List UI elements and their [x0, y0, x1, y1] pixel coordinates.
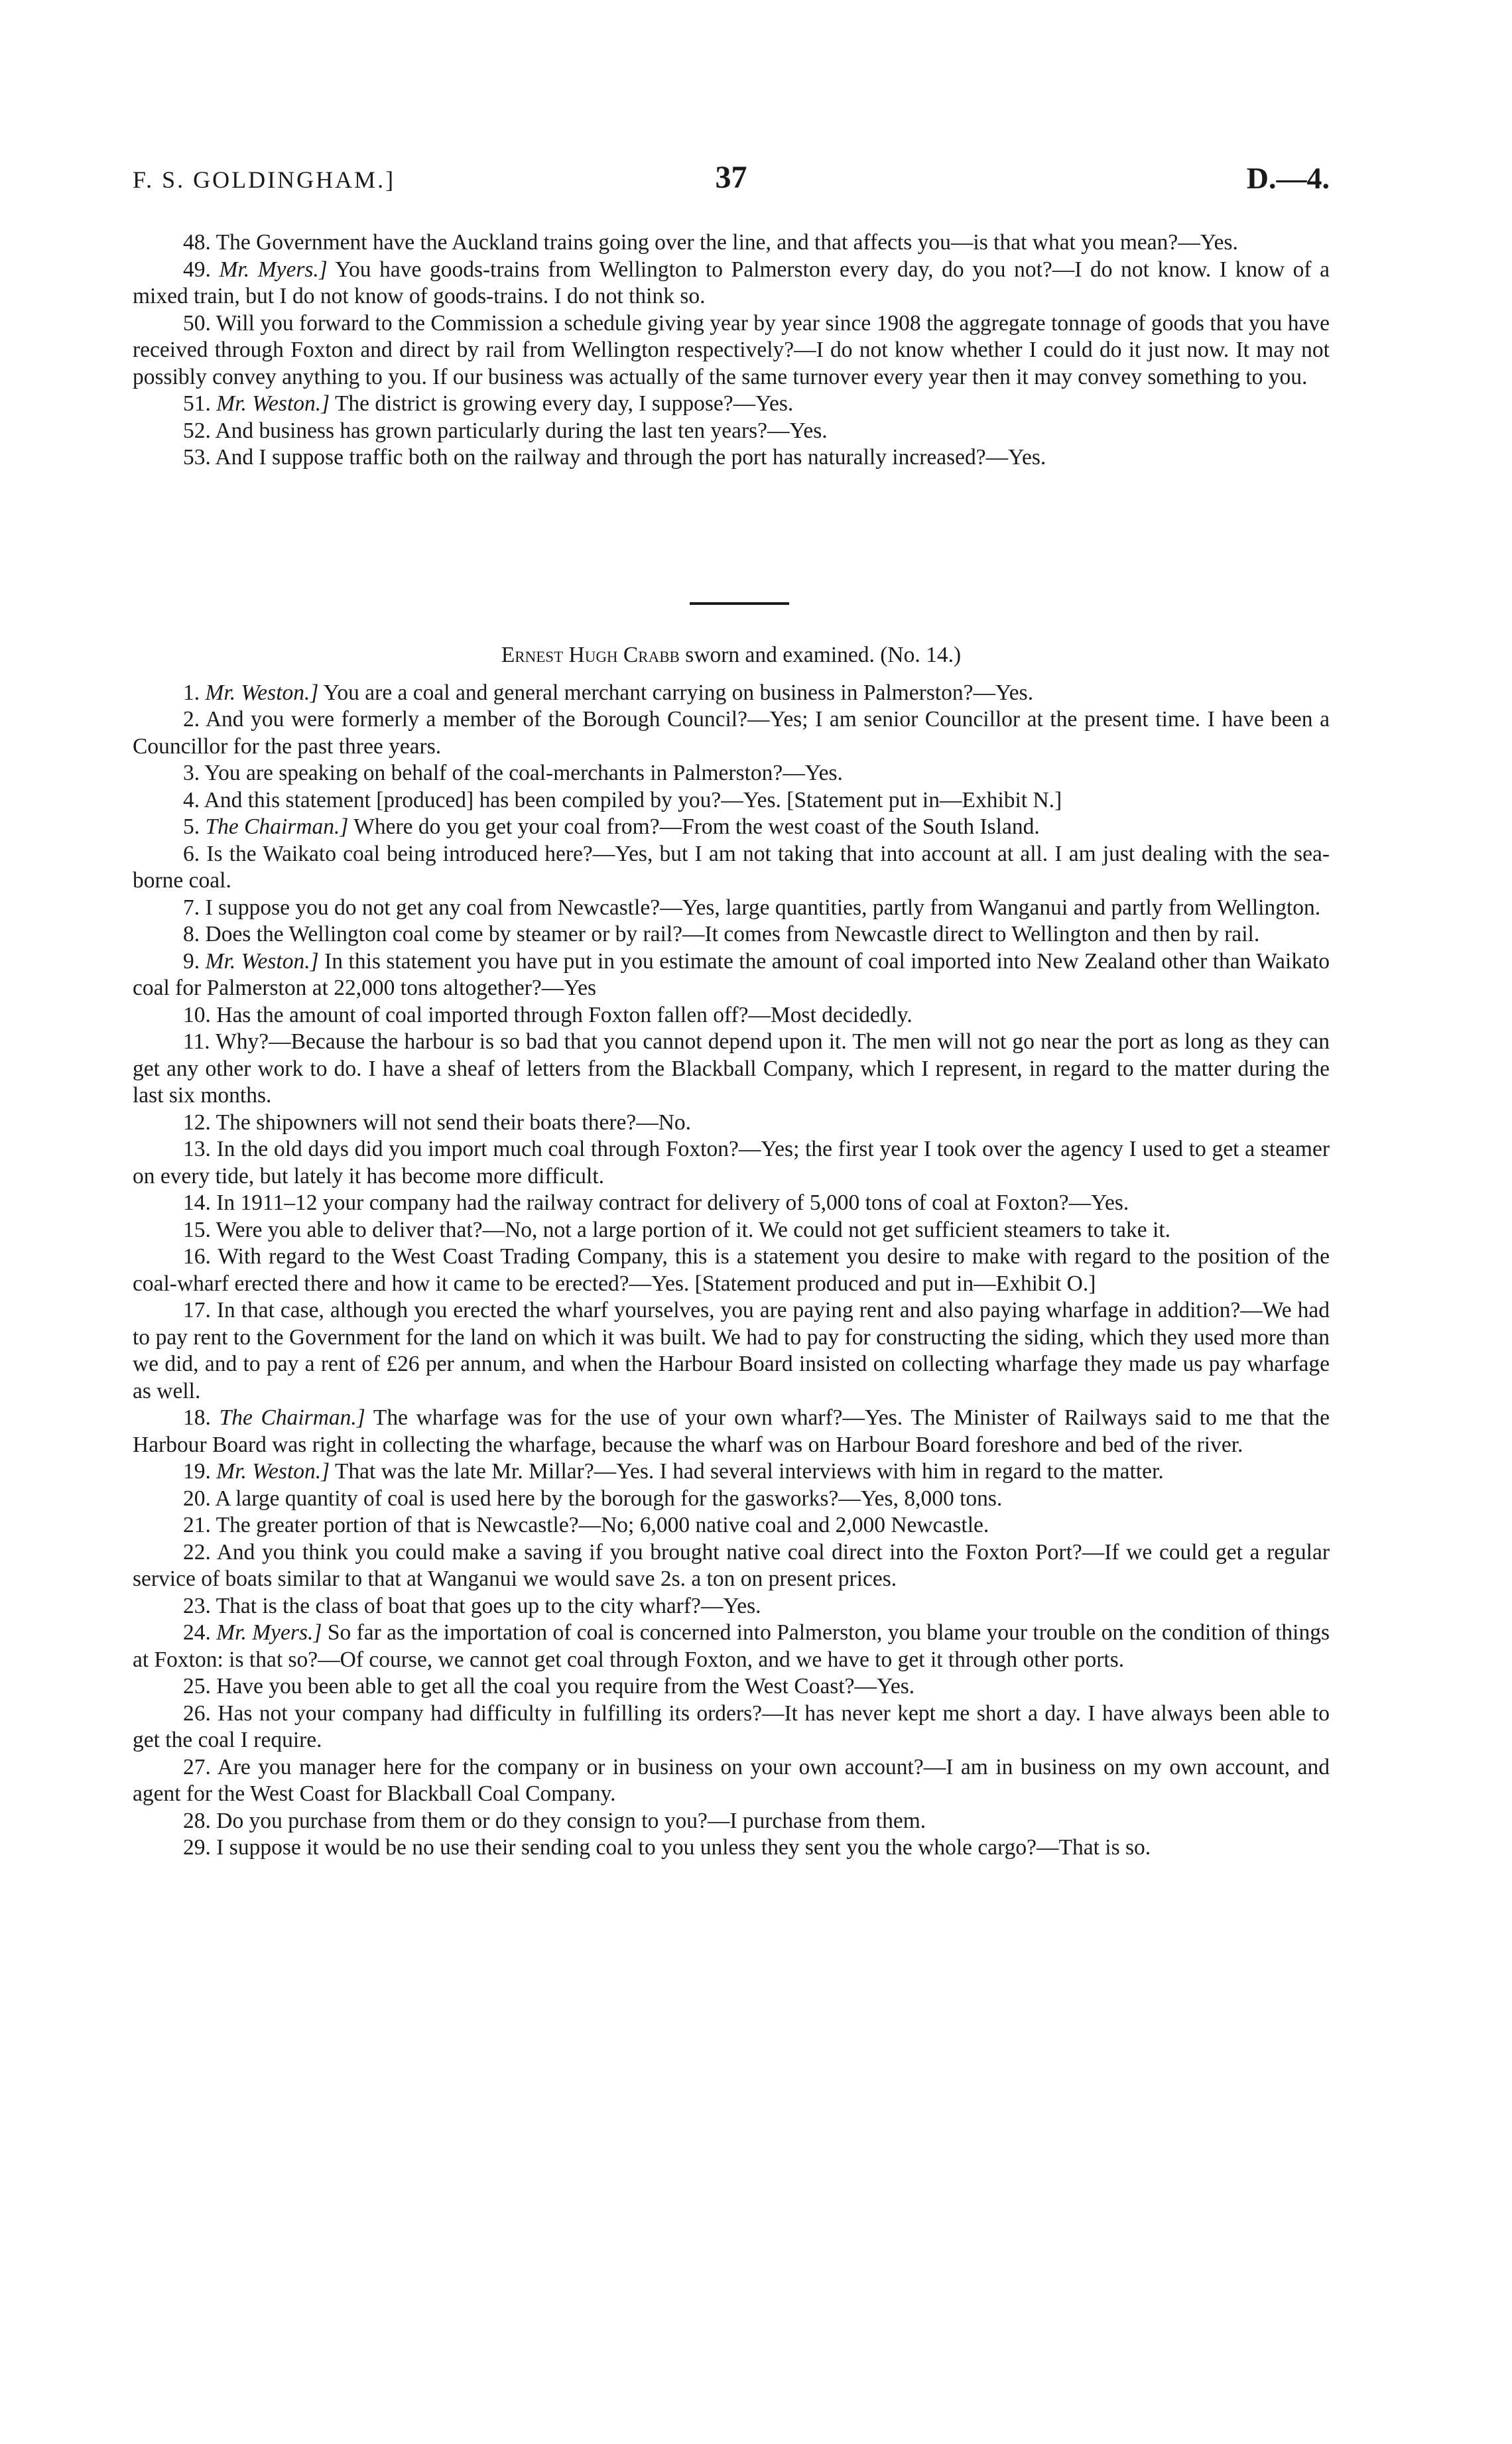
- question-number: 14.: [183, 1190, 211, 1215]
- question-text: Has the amount of coal imported through Foxton fallen off?—Most decidedly.: [216, 1002, 913, 1027]
- question-number: 27.: [183, 1754, 211, 1779]
- question-number: 50.: [183, 310, 211, 336]
- witness-heading-rest: sworn and examined. (No. 14.): [685, 643, 962, 667]
- question-number: 15.: [183, 1217, 211, 1242]
- question-text: I suppose it would be no use their sending coal to you unless they sent you the whole cargo?—That is so.: [216, 1835, 1151, 1860]
- question-number: 2.: [183, 707, 200, 732]
- page-number: 37: [715, 160, 747, 195]
- question-text: So far as the importation of coal is concerned into Palmerston, you blame your trouble on the condition of things at Foxton: is that so?—Of course, we cannot get coal through Foxton, and we have to get it through other ports.: [133, 1620, 1330, 1672]
- question-paragraph: [133, 787, 1330, 814]
- question-text: Do you purchase from them or do they consign to you?—I purchase from them.: [216, 1808, 926, 1833]
- question-text: A large quantity of coal is used here by the borough for the gasworks?—Yes, 8,000 tons.: [215, 1486, 1003, 1511]
- speaker-label: Mr. Myers.]: [216, 1620, 322, 1645]
- question-number: 4.: [183, 787, 200, 812]
- question-number: 16.: [183, 1244, 211, 1269]
- question-paragraph: [133, 1190, 1330, 1217]
- question-paragraph: [133, 391, 1330, 418]
- question-paragraph: [133, 921, 1330, 948]
- question-paragraph: [133, 1486, 1330, 1513]
- question-paragraph: [133, 1808, 1330, 1835]
- question-text: Where do you get your coal from?—From the west coast of the South Island.: [353, 814, 1040, 839]
- question-number: 53.: [183, 445, 211, 470]
- question-number: 10.: [183, 1002, 211, 1027]
- question-paragraph: [133, 1512, 1330, 1539]
- question-paragraph: [133, 310, 1330, 391]
- question-number: 28.: [183, 1808, 211, 1833]
- question-number: 48.: [183, 230, 211, 255]
- document-reference: D.—4.: [1246, 161, 1330, 195]
- speaker-label: Mr. Weston.]: [216, 391, 330, 416]
- section-divider: [690, 602, 789, 605]
- question-paragraph: [133, 680, 1330, 707]
- question-text: You are a coal and general merchant carrying on business in Palmerston?—Yes.: [323, 680, 1034, 705]
- question-text: That is the class of boat that goes up to the city wharf?—Yes.: [216, 1593, 761, 1618]
- question-text: In this statement you have put in you estimate the amount of coal imported into New Zealand other than Waikato coal for Palmerston at 22,000 tons altogether?—Yes: [133, 948, 1330, 1000]
- question-number: 11.: [183, 1029, 210, 1054]
- question-paragraph: [133, 1701, 1330, 1754]
- question-text: Have you been able to get all the coal you require from the West Coast?—Yes.: [216, 1674, 915, 1699]
- witness-name: Ernest Hugh Crabb: [501, 643, 680, 667]
- speaker-label: Mr. Weston.]: [205, 680, 319, 705]
- question-number: 3.: [183, 761, 200, 785]
- question-text: The greater portion of that is Newcastle?—No; 6,000 native coal and 2,000 Newcastle.: [216, 1513, 989, 1537]
- question-text: And I suppose traffic both on the railway and through the port has naturally increased?—Yes.: [215, 445, 1046, 470]
- question-text: You are speaking on behalf of the coal-merchants in Palmerston?—Yes.: [204, 761, 843, 785]
- question-number: 19.: [183, 1459, 211, 1484]
- question-paragraph: [133, 1458, 1330, 1486]
- question-text: Does the Wellington coal come by steamer or by rail?—It comes from Newcastle direct to Wellington and then by rail.: [205, 922, 1260, 946]
- question-paragraph: [133, 229, 1330, 257]
- question-text: The district is growing every day, I suppose?—Yes.: [334, 391, 794, 416]
- question-paragraph: [133, 895, 1330, 922]
- question-paragraph: [133, 257, 1330, 310]
- question-number: 7.: [183, 895, 200, 920]
- question-paragraph: [133, 1217, 1330, 1244]
- question-paragraph: [133, 760, 1330, 787]
- question-paragraph: [133, 1754, 1330, 1808]
- question-paragraph: [133, 1110, 1330, 1137]
- question-paragraph: [133, 1539, 1330, 1593]
- question-number: 9.: [183, 948, 200, 974]
- witness-heading: [133, 642, 1330, 669]
- question-paragraph: [133, 948, 1330, 1002]
- question-paragraph: [133, 1244, 1330, 1297]
- question-paragraph: [133, 418, 1330, 445]
- testimony-continued: [133, 229, 1330, 472]
- question-text: And you were formerly a member of the Borough Council?—Yes; I am senior Councillor at the present time. I have been a Councillor for the past three years.: [133, 707, 1330, 759]
- question-text: I suppose you do not get any coal from Newcastle?—Yes, large quantities, partly from Wanganui and partly from Wellington.: [205, 895, 1321, 920]
- speaker-label: The Chairman.]: [205, 814, 349, 839]
- question-text: The wharfage was for the use of your own wharf?—Yes. The Minister of Railways said to me that the Harbour Board was right in collecting the wharfage, because the wharf was on Harbour Board foreshore and bed of the river.: [133, 1405, 1330, 1457]
- question-number: 51.: [183, 391, 211, 416]
- question-number: 20.: [183, 1486, 211, 1511]
- question-paragraph: [133, 1405, 1330, 1458]
- question-number: 25.: [183, 1674, 211, 1699]
- question-number: 29.: [183, 1835, 211, 1860]
- question-number: 13.: [183, 1137, 211, 1161]
- speaker-label: Mr. Myers.]: [219, 257, 328, 282]
- question-number: 8.: [183, 922, 200, 946]
- question-text: The Government have the Auckland trains going over the line, and that affects you—is that what you mean?—Yes.: [216, 230, 1238, 255]
- question-paragraph: [133, 1297, 1330, 1405]
- question-paragraph: [133, 841, 1330, 895]
- question-number: 24.: [183, 1620, 211, 1645]
- question-paragraph: [133, 1673, 1330, 1701]
- question-number: 18.: [183, 1405, 211, 1430]
- question-text: And this statement [produced] has been compiled by you?—Yes. [Statement put in—Exhibit N.]: [204, 787, 1062, 812]
- page-header: [133, 159, 1330, 199]
- question-text: Is the Waikato coal being introduced here?—Yes, but I am not taking that into account at all. I am just dealing with the sea-borne coal.: [133, 841, 1330, 893]
- question-paragraph: [133, 1136, 1330, 1190]
- question-number: 1.: [183, 680, 200, 705]
- question-text: In 1911–12 your company had the railway contract for delivery of 5,000 tons of coal at Foxton?—Yes.: [216, 1190, 1129, 1215]
- question-text: And you think you could make a saving if you brought native coal direct into the Foxton Port?—If we could get a regular service of boats similar to that at Wanganui we would save 2s. a ton on present prices.: [133, 1539, 1330, 1591]
- question-paragraph: [133, 814, 1330, 841]
- question-text: The shipowners will not send their boats there?—No.: [216, 1110, 692, 1135]
- question-number: 52.: [183, 418, 211, 443]
- speaker-label: The Chairman.]: [219, 1405, 365, 1430]
- question-number: 23.: [183, 1593, 211, 1618]
- question-text: You have goods-trains from Wellington to Palmerston every day, do you not?—I do not know. I know of a mixed train, but I do not know of goods-trains. I do not think so.: [133, 257, 1330, 308]
- question-text: And business has grown particularly during the last ten years?—Yes.: [215, 418, 828, 443]
- question-text: That was the late Mr. Millar?—Yes. I had several interviews with him in regard to the matter.: [334, 1459, 1164, 1484]
- question-text: Has not your company had difficulty in fulfilling its orders?—It has never kept me short a day. I have always been able to get the coal I require.: [133, 1701, 1330, 1752]
- header-witness-name: F. S. GOLDINGHAM.]: [133, 166, 396, 193]
- testimony-crabb: [133, 642, 1330, 1862]
- question-text: With regard to the West Coast Trading Company, this is a statement you desire to make with regard to the position of the coal-wharf erected there and how it came to be erected?—Yes. [Statement produced and put in—Exhibit O.]: [133, 1244, 1330, 1296]
- question-text: Are you manager here for the company or in business on your own account?—I am in business on my own account, and agent for the West Coast for Blackball Coal Company.: [133, 1754, 1330, 1806]
- question-text: Why?—Because the harbour is so bad that you cannot depend upon it. The men will not go near the port as long as they can get any other work to do. I have a sheaf of letters from the Blackball Company, which I represent, in regard to the matter during the last six months.: [133, 1029, 1330, 1108]
- question-text: In the old days did you import much coal through Foxton?—Yes; the first year I took over the agency I used to get a steamer on every tide, but lately it has become more difficult.: [133, 1137, 1330, 1189]
- question-paragraph: [133, 1029, 1330, 1110]
- question-paragraph: [133, 1620, 1330, 1673]
- question-number: 17.: [183, 1298, 211, 1322]
- question-text: Were you able to deliver that?—No, not a large portion of it. We could not get sufficient steamers to take it.: [216, 1217, 1171, 1242]
- question-paragraph: [133, 444, 1330, 472]
- question-text: Will you forward to the Commission a schedule giving year by year since 1908 the aggregate tonnage of goods that you have received through Foxton and direct by rail from Wellington respectively?—I do not know whether I could do it just now. It may not possibly convey anything to you. If our business was actually of the same turnover every year then it may convey something to you.: [133, 310, 1330, 389]
- question-number: 6.: [183, 841, 200, 866]
- question-paragraph: [133, 1593, 1330, 1620]
- question-number: 26.: [183, 1701, 211, 1726]
- question-number: 21.: [183, 1513, 211, 1537]
- question-number: 22.: [183, 1539, 211, 1565]
- question-paragraph: [133, 1002, 1330, 1029]
- question-number: 5.: [183, 814, 200, 839]
- question-paragraph: [133, 1834, 1330, 1862]
- question-number: 12.: [183, 1110, 211, 1135]
- question-number: 49.: [183, 257, 211, 282]
- speaker-label: Mr. Weston.]: [216, 1459, 330, 1484]
- question-text: In that case, although you erected the wharf yourselves, you are paying rent and also paying wharfage in addition?—We had to pay rent to the Government for the land on which it was built. We had to pay for constructing the siding, which they used more than we did, and to pay a rent of £26 per annum, and when the Harbour Board insisted on collecting wharfage they made us pay wharfage as well.: [133, 1298, 1330, 1403]
- speaker-label: Mr. Weston.]: [205, 948, 319, 974]
- question-paragraph: [133, 706, 1330, 760]
